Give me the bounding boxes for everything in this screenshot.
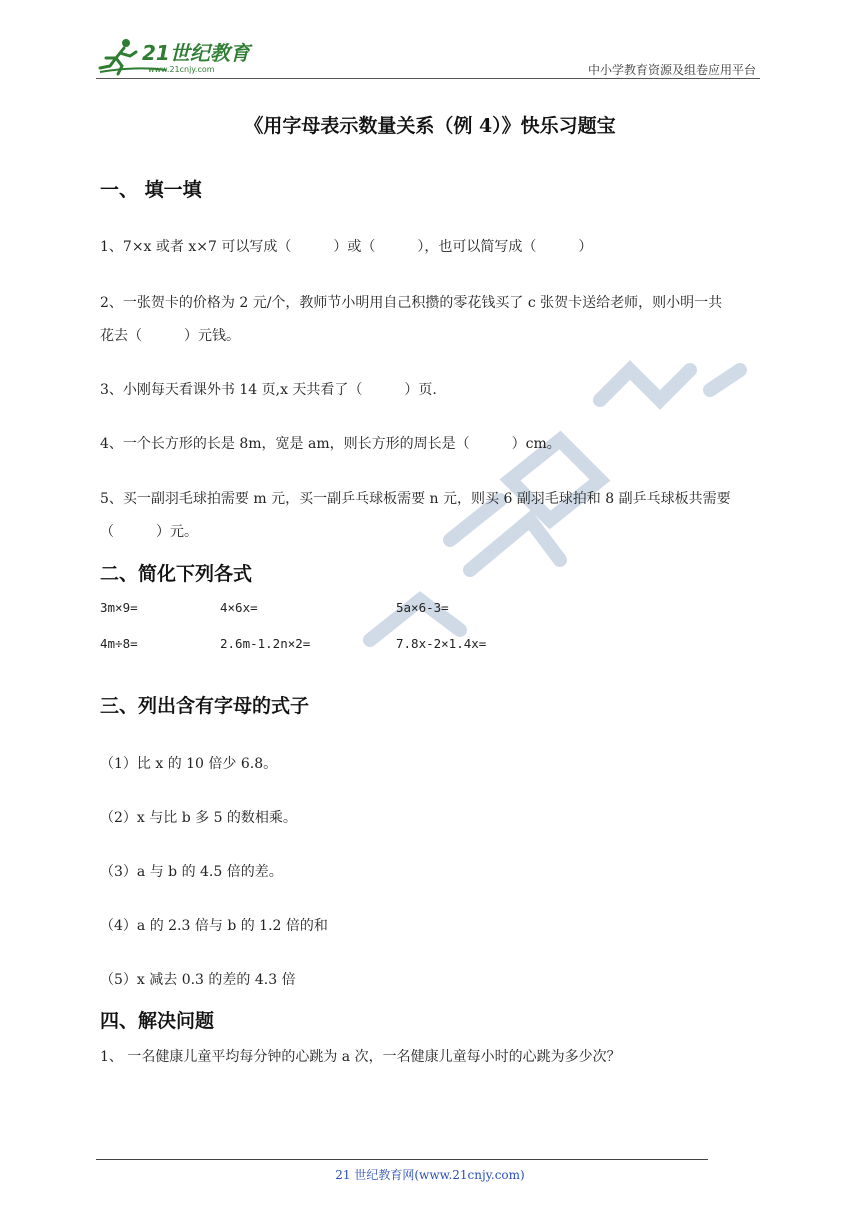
section-1-heading: 一、 填一填 [100,179,202,201]
footer-link[interactable]: 21 世纪教育网(www.21cnjy.com) [335,1168,525,1182]
logo-url: www.21cnjy.com [148,65,215,74]
simplify-expression: 4×6x= [220,600,258,615]
question-1-1: 1、7×x 或者 x×7 可以写成（ ）或（ ），也可以简写成（ ） [100,239,593,255]
question-1-4: 4、一个长方形的长是 8m，宽是 am，则长方形的周长是（ ）cm。 [100,436,561,452]
section-3-heading: 三、列出含有字母的式子 [100,695,310,717]
expression-item: （1）比 x 的 10 倍少 6.8。 [100,756,278,772]
expression-item: （2）x 与比 b 多 5 的数相乘。 [100,810,297,826]
expression-item: （5）x 减去 0.3 的差的 4.3 倍 [100,972,296,988]
simplify-expression: 7.8x-2×1.4x= [396,636,487,651]
question-1-5-line2: （ ）元。 [100,524,198,540]
section-2-heading: 二、简化下列各式 [100,563,253,585]
logo-title: 21世纪教育 [142,41,250,65]
simplify-expression: 2.6m-1.2n×2= [220,636,311,651]
expression-item: （4）a 的 2.3 倍与 b 的 1.2 倍的和 [100,918,328,934]
question-1-2-line2: 花去（ ）元钱。 [100,328,240,344]
document-title: 《用字母表示数量关系（例 4）》快乐习题宝 [244,115,616,137]
simplify-expression: 4m÷8= [100,636,138,651]
footer-divider [96,1159,708,1160]
header-platform-text: 中小学教育资源及组卷应用平台 [587,63,756,77]
question-1-2-line1: 2、一张贺卡的价格为 2 元/个，教师节小明用自己积攒的零花钱买了 c 张贺卡送给老师，则小明一共 [100,295,723,311]
question-1-5-line1: 5、买一副羽毛球拍需要 m 元，买一副乒乓球板需要 n 元，则买 6 副羽毛球拍和 8 副乒乓球板共需要 [100,491,731,507]
problem-4-1: 1、 一名健康儿童平均每分钟的心跳为 a 次，一名健康儿童每小时的心跳为多少次？ [100,1049,621,1065]
expression-item: （3）a 与 b 的 4.5 倍的差。 [100,864,283,880]
simplify-expression: 5a×6-3= [396,600,449,615]
site-logo [96,36,266,78]
simplify-expression: 3m×9= [100,600,138,615]
header-divider [96,78,760,79]
question-1-3: 3、小刚每天看课外书 14 页,x 天共看了（ ）页. [100,382,437,398]
section-4-heading: 四、解决问题 [100,1010,215,1032]
